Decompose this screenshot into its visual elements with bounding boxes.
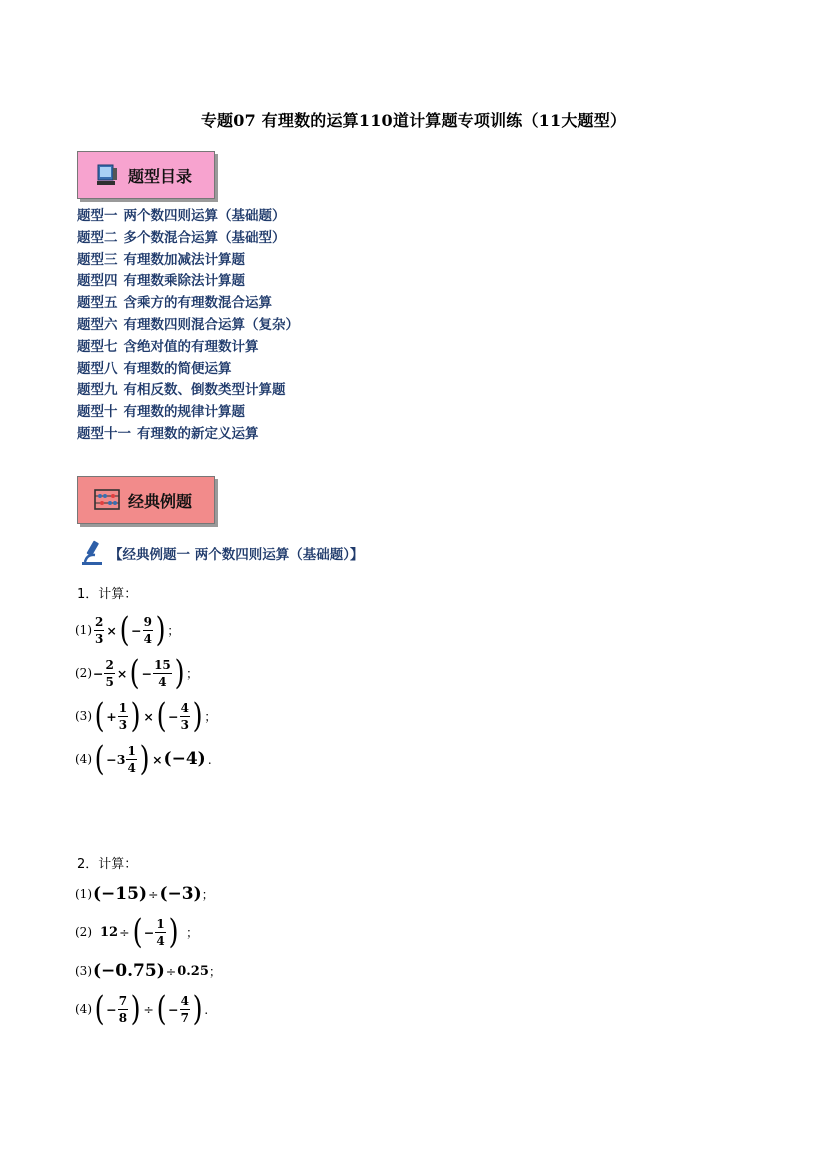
toc-item-key: 题型九 xyxy=(77,382,118,399)
toc-item-key: 题型四 xyxy=(77,273,118,290)
toc-item-text: 有相反数、倒数类型计算题 xyxy=(123,382,286,399)
toc-item-key: 题型六 xyxy=(77,316,118,333)
fraction: $\frac{4}{7}$ xyxy=(180,993,189,1025)
toc-item[interactable] xyxy=(77,359,299,381)
part-label: (1) xyxy=(75,887,92,901)
q1-part-2: (2) − $\frac{2}{5}$ × ( − $\frac{15}{4}$ ) ； xyxy=(75,653,199,693)
toc-item[interactable] xyxy=(77,206,299,228)
toc-item[interactable] xyxy=(77,250,299,272)
toc-item-text: 含乘方的有理数混合运算 xyxy=(123,295,272,312)
part-label: (1) xyxy=(75,623,92,637)
toc-item-key: 题型十一 xyxy=(77,425,131,442)
question-1-heading: 1．计算： xyxy=(77,587,138,602)
q1-part-3: (3) ( + $\frac{1}{3}$ ) × ( − $\frac{4}{3}$ ) ； xyxy=(75,696,217,736)
fraction: $\frac{1}{3}$ xyxy=(118,700,128,732)
toc-item-text: 有理数四则混合运算（复杂） xyxy=(123,316,299,333)
toc-item-key: 题型八 xyxy=(77,360,118,377)
fraction: $\frac{1}{4}$ xyxy=(127,743,136,775)
toc-item-key: 题型一 xyxy=(77,208,118,224)
computer-icon xyxy=(94,162,120,188)
fraction: $\frac{2}{3}$ xyxy=(95,614,104,646)
q2-part-1: (1) (−15) ÷ (−3) ； xyxy=(75,884,215,904)
q1-part-4: (4) ( −3 $\frac{1}{4}$ ) × (−4) . xyxy=(75,739,212,779)
toc-item-text: 有理数的规律计算题 xyxy=(123,404,245,421)
toc-banner xyxy=(77,151,215,199)
q2-part-4: (4) ( − $\frac{7}{8}$ ) ÷ ( − $\frac{4}{7}$ ) . xyxy=(75,989,209,1029)
toc-item[interactable] xyxy=(77,315,299,337)
toc-item-text: 有理数乘除法计算题 xyxy=(123,273,245,290)
toc-list xyxy=(77,206,299,446)
toc-item[interactable] xyxy=(77,271,299,293)
toc-banner-label: 题型目录 xyxy=(128,166,193,186)
q2-part-3: (3) (−0.75) ÷ 0.25 ； xyxy=(75,961,222,981)
examples-banner-label: 经典例题 xyxy=(128,491,193,511)
toc-item[interactable] xyxy=(77,424,299,446)
part-label: (3) xyxy=(75,964,92,978)
page-title: 专题07 有理数的运算110道计算题专项训练（11大题型） xyxy=(200,111,627,130)
toc-item[interactable] xyxy=(77,228,299,250)
toc-item-key: 题型三 xyxy=(77,251,118,268)
operator: × xyxy=(116,665,128,681)
toc-item-text: 有理数加减法计算题 xyxy=(123,251,245,268)
operator: × xyxy=(106,622,117,638)
fraction: $\frac{7}{8}$ xyxy=(118,993,128,1025)
q1-part-1: (1) $\frac{2}{3}$ × ( − $\frac{9}{4}$ ) ； xyxy=(75,610,180,650)
operator: ÷ xyxy=(119,924,130,940)
question-2-heading: 2．计算： xyxy=(77,857,138,872)
examples-banner xyxy=(77,476,215,524)
part-label: (2) xyxy=(75,925,92,939)
q2-part-2: (2) 12 ÷ ( − $\frac{1}{4}$ ) ； xyxy=(75,912,199,952)
operator: ÷ xyxy=(143,1001,154,1017)
toc-item[interactable] xyxy=(77,380,299,402)
toc-item-key: 题型七 xyxy=(77,338,118,355)
part-label: (4) xyxy=(75,752,92,766)
fraction: $\frac{4}{3}$ xyxy=(180,700,189,732)
fraction: $\frac{15}{4}$ xyxy=(154,657,171,689)
fraction: $\frac{1}{4}$ xyxy=(156,916,165,948)
operator: ÷ xyxy=(165,963,177,979)
abacus-icon xyxy=(94,487,120,513)
toc-item-text: 多个数混合运算（基础型） xyxy=(123,229,286,246)
toc-item[interactable] xyxy=(77,337,299,359)
toc-item-key: 题型二 xyxy=(77,229,118,246)
toc-item-text: 含绝对值的有理数计算 xyxy=(123,338,259,355)
microscope-icon xyxy=(77,538,107,568)
toc-item-text: 两个数四则运算（基础题） xyxy=(123,208,286,224)
toc-item[interactable] xyxy=(77,402,299,424)
section-heading xyxy=(77,538,363,568)
toc-item-key: 题型十 xyxy=(77,404,118,421)
operator: × xyxy=(143,708,154,724)
operator: × xyxy=(152,751,163,767)
toc-item[interactable] xyxy=(77,293,299,315)
toc-item-key: 题型五 xyxy=(77,295,118,312)
fraction: $\frac{2}{5}$ xyxy=(105,657,114,689)
section-heading-text: 【经典例题一 两个数四则运算（基础题）】 xyxy=(109,547,364,563)
part-label: (3) xyxy=(75,709,92,723)
part-label: (4) xyxy=(75,1002,92,1016)
toc-item-text: 有理数的新定义运算 xyxy=(137,425,259,442)
toc-item-text: 有理数的简便运算 xyxy=(123,360,232,377)
part-label: (2) xyxy=(75,666,92,680)
fraction: $\frac{9}{4}$ xyxy=(143,614,152,646)
operator: ÷ xyxy=(148,886,159,902)
